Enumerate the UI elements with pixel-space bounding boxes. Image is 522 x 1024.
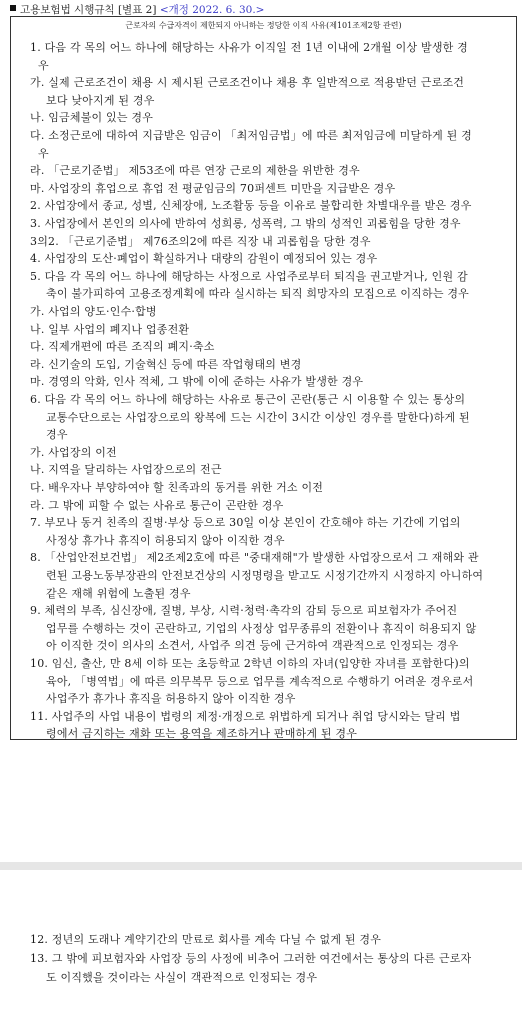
clause-line: 라. 신기술의 도입, 기술혁신 등에 따른 작업형태의 변경 — [30, 357, 302, 371]
clause-line: 7. 부모나 동거 친족의 질병·부상 등으로 30일 이상 본인이 간호해야 하는 기간에 기업의 — [30, 516, 461, 530]
clause-line: 업무를 수행하는 것이 곤란하고, 기업의 사정상 업무종류의 전환이나 휴직이 허용되지 않 — [46, 621, 477, 635]
clause-line: 11. 사업주의 사업 내용이 법령의 제정·개정으로 위법하게 되거나 취업 당시와는 달리 법 — [30, 709, 461, 723]
clause-line: 우 — [38, 146, 49, 160]
clause-line: 사정상 휴가나 휴직이 허용되지 않아 이직한 경우 — [46, 533, 285, 547]
clause-line: 1. 다음 각 목의 어느 하나에 해당하는 사유가 이직일 전 1년 이내에 2개월 이상 발생한 경 — [30, 41, 468, 54]
clause-line: 10. 임신, 출산, 만 8세 이하 또는 초등학교 2학년 이하의 자녀(입양한 자녀를 포함한다)의 — [30, 657, 470, 670]
clause-line: 축이 불가피하여 고용조정계획에 따라 실시하는 퇴직 희망자의 모집으로 이직하는 경우 — [46, 287, 470, 301]
square-bullet-icon — [10, 5, 16, 11]
clause-line: 나. 지역을 달리하는 사업장으로의 전근 — [30, 463, 222, 477]
clause-line: 련된 고용노동부장관의 안전보건상의 시정명령을 받고도 시정기간까지 시정하지 아니하여 — [46, 569, 484, 582]
clause-line: 보다 낮아지게 된 경우 — [46, 93, 155, 107]
clause-line: 나. 임금체불이 있는 경우 — [30, 111, 154, 125]
document-title: 근로자의 수급자격이 제한되지 아니하는 정당한 이직 사유(제101조제2항 관련) — [125, 21, 402, 30]
clause-line: 나. 일부 사업의 폐지나 업종전환 — [30, 322, 190, 336]
clause-line: 9. 체력의 부족, 심신장애, 질병, 부상, 시력·청력·촉각의 감퇴 등으로 피보험자가 주어진 — [30, 604, 458, 618]
clause-line: 같은 재해 위험에 노출된 경우 — [46, 586, 191, 600]
clause-line: 13. 그 밖에 피보험자와 사업장 등의 사정에 비추어 그러한 여건에서는 통상의 다른 근로자 — [30, 952, 472, 965]
clause-line: 4. 사업장의 도산·폐업이 확실하거나 대량의 감원이 예정되어 있는 경우 — [30, 252, 378, 266]
clause-line: 8. 「산업안전보건법」 제2조제2호에 따른 "중대재해"가 발생한 사업장으로서 그 재해와 관 — [30, 551, 479, 565]
clause-line: 다. 배우자나 부양하여야 할 친족과의 동거를 위한 거소 이전 — [30, 481, 324, 494]
clause-line: 령에서 금지하는 재화 또는 용역을 제조하거나 판매하게 된 경우 — [46, 727, 358, 741]
clause-line: 5. 다음 각 목의 어느 하나에 해당하는 사정으로 사업주로부터 퇴직을 권고받거나, 인원 감 — [30, 269, 468, 283]
clause-line: 다. 직제개편에 따른 조직의 폐지·축소 — [30, 340, 215, 354]
clause-line: 가. 실제 근로조건이 채용 시 제시된 근로조건이나 채용 후 일반적으로 적용받던 근로조건 — [30, 76, 465, 90]
page-separator — [0, 862, 522, 870]
clause-line: 우 — [38, 58, 49, 72]
clause-line: 3의2. 「근로기준법」 제76조의2에 따른 직장 내 괴롭힘을 당한 경우 — [30, 234, 371, 248]
clause-line: 사업주가 휴가나 휴직을 허용하지 않아 이직한 경우 — [46, 692, 296, 706]
clause-line: 교통수단으로는 사업장으로의 왕복에 드는 시간이 3시간 이상인 경우를 말한다)하게 된 — [46, 410, 470, 424]
clause-line: 마. 사업장의 휴업으로 휴업 전 평균임금의 70퍼센트 미만을 지급받은 경우 — [30, 181, 396, 195]
law-reference: 고용보험법 시행규칙 [별표 2] — [20, 4, 157, 16]
clause-line: 육아, 「병역법」에 따른 의무복무 등으로 업무를 계속적으로 수행하기 어려운 경우로서 — [46, 674, 474, 688]
clause-line: 도 이직했을 것이라는 사실이 객관적으로 인정되는 경우 — [46, 971, 318, 984]
clause-line: 가. 사업장의 이전 — [30, 445, 117, 459]
revision-date: <개정 2022. 6. 30.> — [159, 4, 265, 16]
clause-line: 다. 소정근로에 대하여 지급받은 임금이 「최저임금법」에 따른 최저임금에 미달하게 된 경 — [30, 129, 472, 142]
clause-line: 라. 그 밖에 피할 수 없는 사유로 통근이 곤란한 경우 — [30, 498, 284, 512]
clause-line: 마. 경영의 악화, 인사 적체, 그 밖에 이에 준하는 사유가 발생한 경우 — [30, 375, 364, 389]
clause-line: 아 이직한 것이 의사의 소견서, 사업주 의견 등에 근거하여 객관적으로 인정되는 경우 — [46, 639, 459, 653]
clause-line: 라. 「근로기준법」 제53조에 따른 연장 근로의 제한을 위반한 경우 — [30, 164, 360, 178]
clause-line: 2. 사업장에서 종교, 성별, 신체장애, 노조활동 등을 이유로 불합리한 차별대우를 받은 경우 — [30, 199, 472, 213]
document-page-2 — [0, 870, 522, 1024]
clause-line: 6. 다음 각 목의 어느 하나에 해당하는 사유로 통근이 곤란(통근 시 이용할 수 있는 통상의 — [30, 393, 466, 406]
clause-line: 12. 정년의 도래나 계약기간의 만료로 회사를 계속 다닐 수 없게 된 경우 — [30, 933, 382, 946]
clause-line: 3. 사업장에서 본인의 의사에 반하여 성희롱, 성폭력, 그 밖의 성적인 괴롭힘을 당한 경우 — [30, 217, 461, 230]
clause-line: 경우 — [46, 428, 68, 442]
clause-line: 가. 사업의 양도·인수·합병 — [30, 305, 157, 318]
